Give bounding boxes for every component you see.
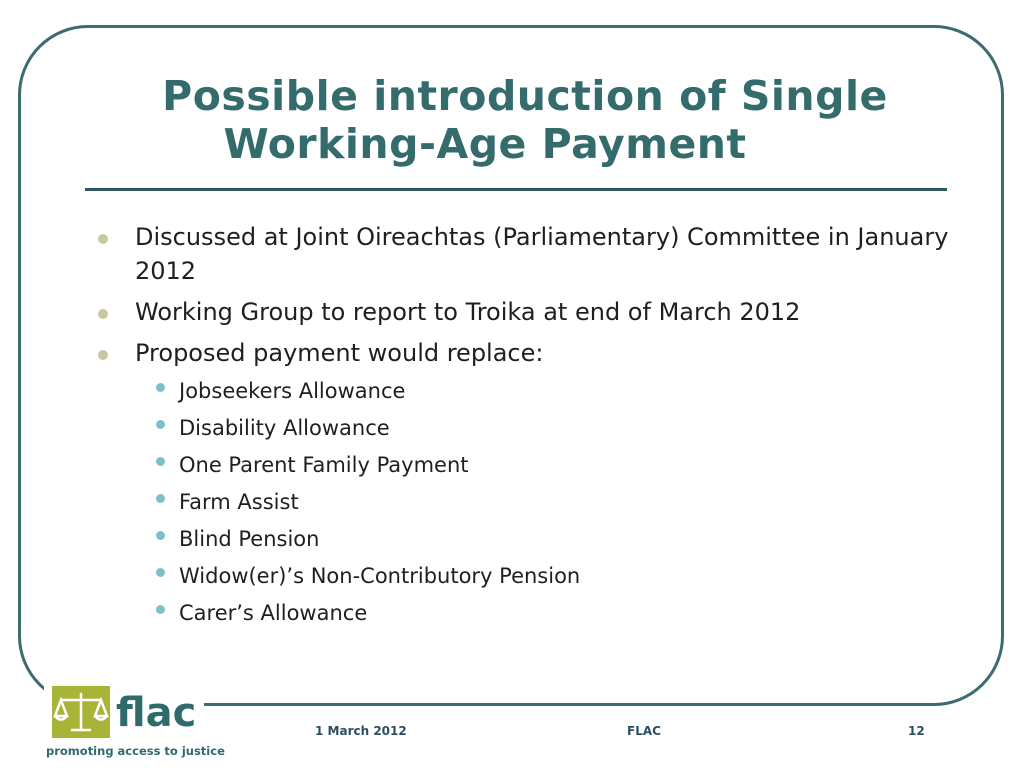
sub-bullet-item (95, 488, 955, 516)
bullet-text: Working Group to report to Troika at end of March 2012 (135, 298, 801, 326)
footer-organization: FLAC (627, 724, 661, 738)
sub-bullet-text: One Parent Family Payment (179, 453, 469, 477)
sub-bullet-list (95, 377, 955, 627)
sub-bullet-item (95, 599, 955, 627)
sub-bullet-dot-icon (156, 383, 165, 392)
bullet-text: Proposed payment would replace: (135, 339, 544, 367)
logo-tagline: promoting access to justice (46, 744, 225, 758)
footer-date: 1 March 2012 (315, 724, 407, 738)
sub-bullet-item (95, 525, 955, 553)
sub-bullet-dot-icon (156, 494, 165, 503)
title-divider (85, 188, 947, 191)
bullet-dot-icon (98, 309, 108, 319)
logo-wordmark: flac (116, 690, 197, 736)
bullet-list (95, 220, 955, 636)
sub-bullet-text: Jobseekers Allowance (179, 379, 406, 403)
title-line-1: Possible introduction of Single (162, 72, 888, 120)
sub-bullet-text: Blind Pension (179, 527, 320, 551)
sub-bullet-item (95, 414, 955, 442)
sub-bullet-dot-icon (156, 420, 165, 429)
scales-of-justice-icon (52, 686, 110, 738)
sub-bullet-text: Widow(er)’s Non-Contributory Pension (179, 564, 581, 588)
sub-bullet-item (95, 451, 955, 479)
bullet-item (95, 336, 955, 370)
sub-bullet-text: Disability Allowance (179, 416, 390, 440)
flac-logo (44, 684, 225, 768)
bullet-dot-icon (98, 350, 108, 360)
sub-bullet-dot-icon (156, 531, 165, 540)
bullet-item (95, 295, 955, 329)
slide-title (105, 72, 945, 168)
sub-bullet-dot-icon (156, 568, 165, 577)
sub-bullet-dot-icon (156, 605, 165, 614)
bullet-dot-icon (98, 234, 108, 244)
sub-bullet-text: Farm Assist (179, 490, 299, 514)
sub-bullet-item (95, 562, 955, 590)
sub-bullet-item (95, 377, 955, 405)
bullet-text: Discussed at Joint Oireachtas (Parliamentary) Committee in January 2012 (135, 223, 949, 285)
footer-page-number: 12 (908, 724, 925, 738)
sub-bullet-dot-icon (156, 457, 165, 466)
sub-bullet-text: Carer’s Allowance (179, 601, 368, 625)
bullet-item (95, 220, 955, 288)
title-line-2: Working-Age Payment (223, 120, 747, 168)
